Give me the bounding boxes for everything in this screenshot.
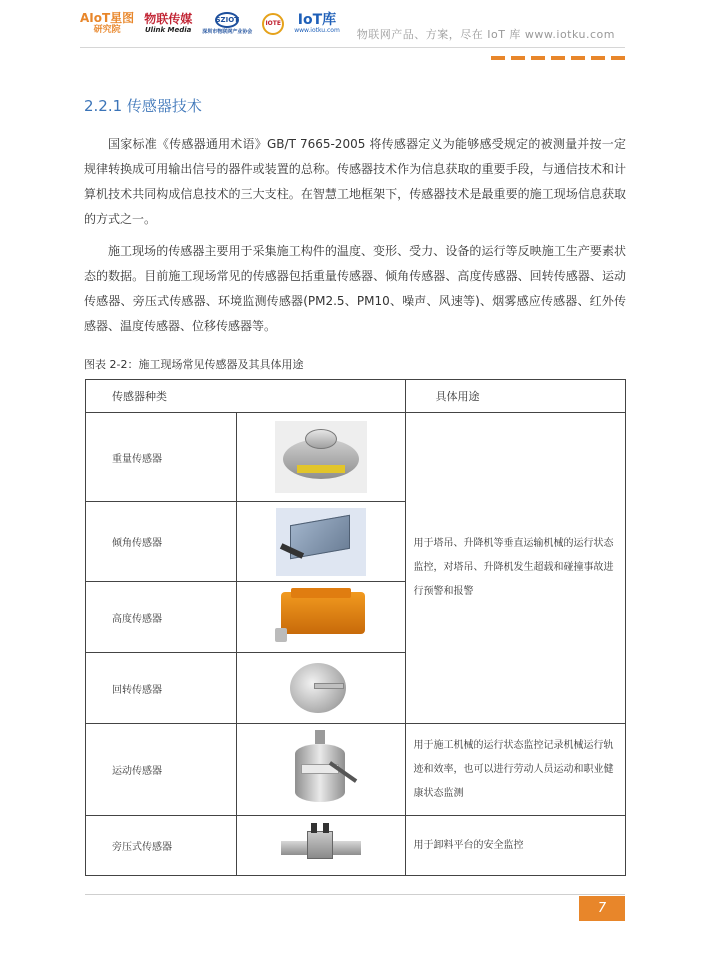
sensor-name: 倾角传感器 [86, 502, 237, 582]
sensor-table [85, 379, 626, 876]
table-header-row [86, 380, 626, 413]
sensor-image-cell [236, 816, 405, 876]
table-row [86, 413, 626, 502]
iotku-logo [294, 13, 340, 34]
sziot-logo [202, 12, 252, 35]
ulink-logo-subtext: Ulink Media [144, 26, 192, 34]
iote-badge-mark: IOTE [262, 13, 284, 35]
ulink-logo-text: 物联传媒 [144, 12, 193, 26]
sensor-name: 高度传感器 [86, 582, 237, 653]
sensor-image-cell [236, 413, 405, 502]
iotku-logo-text: IoT库 [297, 12, 337, 28]
paragraph-definition: 国家标准《传感器通用术语》GB/T 7665-2005 将传感器定义为能够感受规定的被测量并按一定规律转换成可用输出信号的器件或装置的总称。传感器技术作为信息获取的重要手段，与通信技术和计算机技术共同构成信息技术的三大支柱。在智慧工地框架下，传感器技术是最重要的施工现场信息获取的方式之一。 [84, 137, 626, 226]
sensor-usage: 用于塔吊、升降机等垂直运输机械的运行状态监控，对塔吊、升降机发生超载和碰撞事故进行预警和报警 [405, 413, 626, 724]
header-sensor-type: 传感器种类 [86, 380, 406, 413]
sensor-name: 重量传感器 [86, 413, 237, 502]
header-usage: 具体用途 [405, 380, 626, 413]
header-decorative-dashes [491, 56, 625, 60]
header-divider [80, 47, 625, 48]
tilt-sensor-image [276, 508, 366, 576]
motion-sensor-image [287, 730, 355, 810]
paragraph-applications: 施工现场的传感器主要用于采集施工构件的温度、变形、受力、设备的运行等反映施工生产要素状态的数据。目前施工现场常见的传感器包括重量传感器、倾角传感器、高度传感器、回转传感器、运动传感器、旁压式传感器、环境监测传感器(PM2.5、PM10、噪声、风速等)、烟雾感应传感器、红外传感器、温度传感器、位移传感器等。 [84, 244, 626, 333]
sensor-name: 回转传感器 [86, 653, 237, 724]
sensor-image-cell [236, 502, 405, 582]
sensor-image-cell [236, 724, 405, 816]
iote-badge-logo [262, 13, 284, 35]
height-sensor-image [273, 586, 369, 648]
weight-sensor-image [275, 421, 367, 493]
footer-divider [85, 894, 625, 895]
aiot-logo [80, 12, 134, 35]
table-row [86, 724, 626, 816]
aiot-logo-subtext: 研究院 [93, 25, 121, 35]
page-number: 7 [579, 896, 625, 921]
table-row [86, 816, 626, 876]
table-caption: 图表 2-2：施工现场常见传感器及其具体用途 [84, 358, 304, 371]
sensor-name: 旁压式传感器 [86, 816, 237, 876]
header-tagline: 物联网产品、方案，尽在 IoT 库 www.iotku.com [356, 28, 615, 41]
page-header [0, 0, 710, 52]
side-pressure-sensor-image [279, 823, 363, 869]
sensor-image-cell [236, 653, 405, 724]
rotary-sensor-image [286, 657, 356, 719]
ulink-media-logo [144, 13, 192, 34]
sziot-logo-mark: SZIOT [215, 12, 239, 28]
sensor-image-cell [236, 582, 405, 653]
sensor-usage: 用于施工机械的运行状态监控记录机械运行轨迹和效率，也可以进行劳动人员运动和职业健康状态监测 [405, 724, 626, 816]
sensor-usage: 用于卸料平台的安全监控 [405, 816, 626, 876]
section-title: 2.2.1 传感器技术 [84, 97, 202, 115]
sensor-name: 运动传感器 [86, 724, 237, 816]
header-logos [80, 12, 340, 35]
sziot-logo-subtext: 深圳市物联网产业协会 [202, 29, 253, 35]
aiot-logo-text: AIoT星图 [80, 11, 135, 25]
iotku-logo-subtext: www.iotku.com [294, 27, 340, 34]
